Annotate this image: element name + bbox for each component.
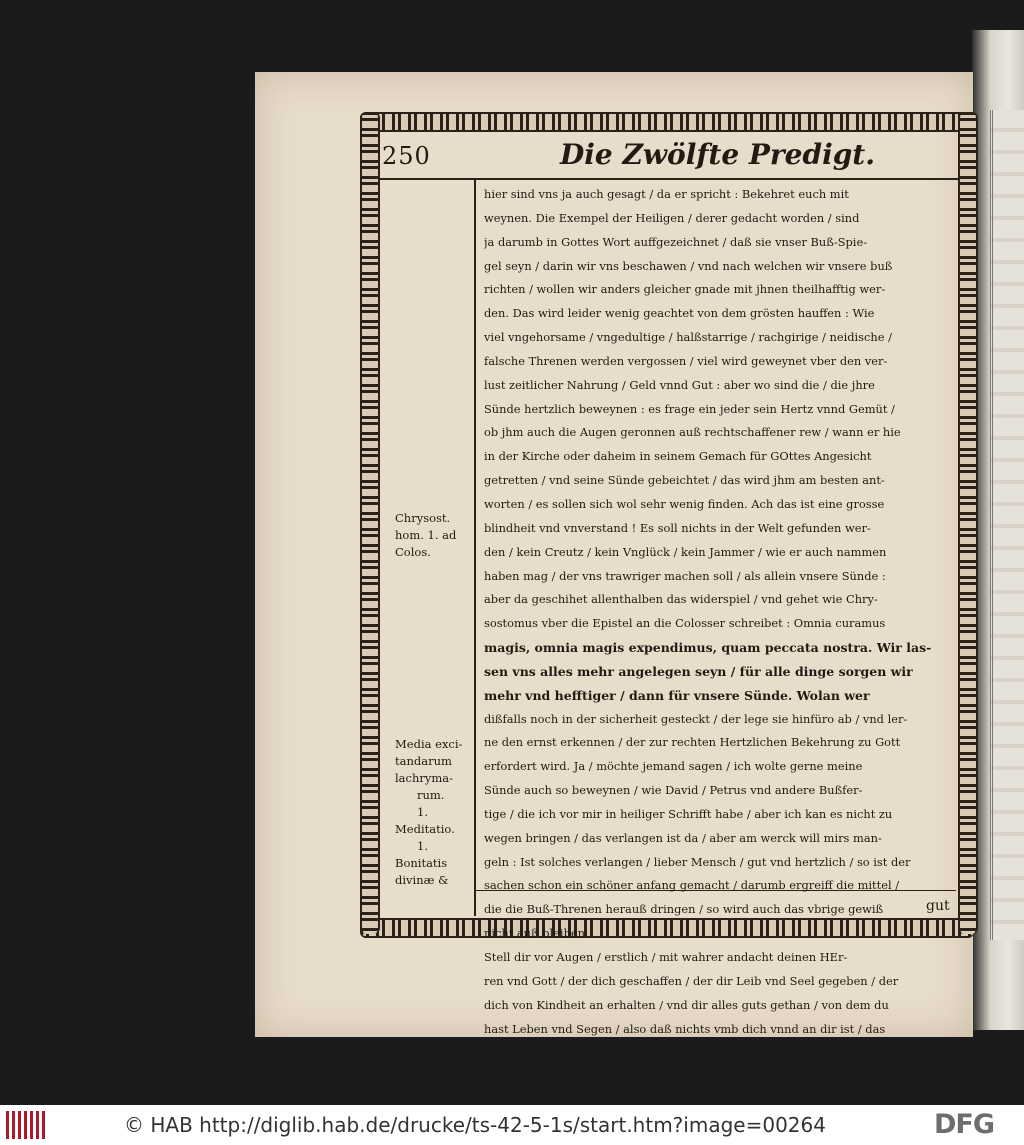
text-line: lust zeitlicher Nahrung / Geld vnnd Gut : aber wo sind die / die jhre [484,377,875,392]
text-line: viel vngehorsame / vngedultige / halßstarrige / rachgirige / neidische / [484,330,892,345]
margin-note-line: lachryma- [395,771,454,785]
margin-note-line: divinæ & [395,873,449,887]
text-line: ne den ernst erkennen / der zur rechten Hertzlichen Bekehrung zu Gott [484,735,901,750]
text-line: Sünde auch so beweynen / wie David / Petrus vnd andere Bußfer- [484,783,863,798]
text-line: hast Leben vnd Segen / also daß nichts vmb dich vnnd an dir ist / das [484,1021,886,1036]
footer-bar [0,1105,1024,1145]
text-line: hier sind vns ja auch gesagt / da er spricht : Bekehret euch mit [484,187,849,201]
margin-note-line: tandarum [395,754,452,768]
margin-note-line: rum. [417,788,445,802]
dfg-logo: DFG [934,1109,995,1140]
frame-left-border [360,112,380,934]
text-line: worten / es sollen sich wol sehr wenig finden. Ach das ist eine grosse [484,496,885,511]
text-line: wegen bringen / das verlangen ist da / aber am werck will mirs man- [484,830,882,845]
margin-note-line: 1. [417,839,428,853]
frame-top-border [360,112,974,132]
text-line: nicht auß bleiben. [484,926,589,941]
text-line: die die Buß-Threnen herauß dringen / so wird auch das vbrige gewiß [484,902,884,917]
catchword: gut [926,898,950,914]
text-line: blindheit vnd vnverstand ! Es soll nichts in der Welt gefunden wer- [484,520,871,535]
header-rule [378,178,958,180]
text-line: aber da geschihet allenthalben das widerspiel / vnd gehet wie Chry- [484,592,878,607]
text-line: dißfalls noch in der sicherheit gesteckt / der lege sie hinfüro ab / vnd ler- [484,711,908,726]
margin-note-line: Bonitatis [395,856,448,870]
text-line: den. Das wird leider wenig geachtet von dem grösten hauffen : Wie [484,306,875,321]
text-line: mehr vnd hefftiger / dann für vnsere Sünde. Wolan wer [484,687,870,703]
text-line: falsche Threnen werden vergossen / viel wird geweynet vber den ver- [484,353,888,368]
text-line: Sünde hertzlich beweynen : es frage ein jeder sein Hertz vnnd Gemüt / [484,401,895,416]
text-line: ja darumb in Gottes Wort auffgezeichnet / daß sie vnser Buß-Spie- [484,234,868,249]
text-line: in der Kirche oder daheim in seinem Gemach für GOttes Angesicht [484,449,872,464]
running-head: Die Zwölfte Predigt. [560,138,875,171]
text-line: haben mag / der vns trawriger machen soll / als allein vnsere Sünde : [484,568,886,583]
text-line: tige / die ich vor mir in heiliger Schrifft habe / aber ich kan es nicht zu [484,806,893,821]
text-line: sen vns alles mehr angelegen seyn / für alle dinge sorgen wir [484,663,913,679]
text-line: sachen schon ein schöner anfang gemacht / darumb ergreiff die mittel / [484,878,900,893]
hab-logo-icon [6,1111,46,1139]
body-text [484,183,954,1041]
margin-note-line: Chrysost. [395,511,451,525]
text-line: ob jhm auch die Augen geronnen auß rechtschaffener rew / wann er hie [484,425,901,440]
text-line: richten / wollen wir anders gleicher gnade mit jhnen theilhafftig wer- [484,282,886,297]
text-line: gel seyn / darin wir vns beschawen / vnd nach welchen wir vnsere buß [484,258,893,273]
text-line: erfordert wird. Ja / möchte jemand sagen / ich wolte gerne meine [484,759,863,774]
margin-column-rule [474,180,476,916]
margin-note-line: Meditatio. [395,822,455,836]
text-line: sostomus vber die Epistel an die Colosser schreibet : Omnia curamus [484,616,886,631]
text-line: Stell dir vor Augen / erstlich / mit wahrer andacht deinen HEr- [484,950,848,964]
frame-right-border [958,112,978,934]
footer-copyright-link[interactable]: © HAB http://diglib.hab.de/drucke/ts-42-5-1s/start.htm?image=00264 [124,1113,826,1137]
text-line: den / kein Creutz / kein Vnglück / kein Jammer / wie er auch nammen [484,544,887,559]
page-number: 250 [382,142,431,170]
text-line: geln : Ist solches verlangen / lieber Mensch / gut vnd hertzlich / so ist der [484,854,911,869]
margin-note-media [395,736,465,889]
text-line: ren vnd Gott / der dich geschaffen / der dir Leib vnd Seel gegeben / der [484,973,899,988]
text-line: magis, omnia magis expendimus, quam peccata nostra. Wir las- [484,640,932,656]
text-line: dich von Kindheit an erhalten / vnd dir alles guts gethan / von dem du [484,997,889,1012]
text-line: weynen. Die Exempel der Heiligen / derer gedacht worden / sind [484,210,860,225]
margin-note-line: hom. 1. ad [395,528,457,542]
margin-note-line: Media exci- [395,737,463,751]
margin-note-chrysostom [395,510,465,561]
margin-note-line: Colos. [395,545,431,559]
text-line: getretten / vnd seine Sünde gebeichtet / das wird jhm am besten ant- [484,473,885,488]
next-page-ornament [990,110,1024,940]
margin-note-line: 1. [417,805,428,819]
